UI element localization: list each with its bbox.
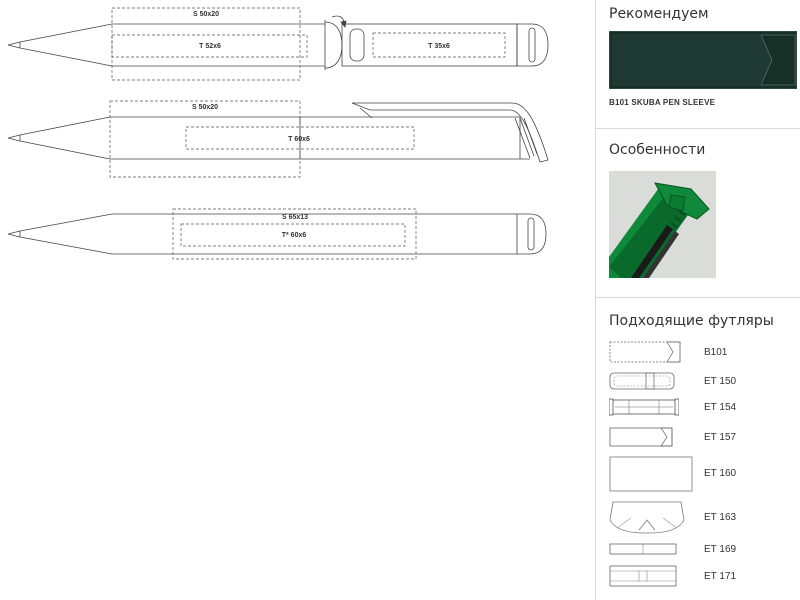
case-item[interactable]: [609, 565, 799, 589]
case-item[interactable]: [609, 427, 799, 449]
cases-title: Подходящие футляры: [609, 313, 774, 329]
label-t60x6: T 60x6: [288, 136, 310, 143]
features-title: Особенности: [609, 142, 706, 158]
case-label: ET 150: [704, 376, 737, 387]
case-item[interactable]: [609, 341, 799, 365]
case-label: ET 169: [704, 544, 737, 555]
case-label: ET 154: [704, 402, 737, 413]
case-et169-icon: [609, 543, 677, 555]
case-item[interactable]: [609, 398, 799, 418]
label-t60x6-star: T* 60x6: [281, 232, 307, 239]
label-s50x20: S 50x20: [192, 11, 220, 18]
case-label: ET 157: [704, 432, 737, 443]
case-et150-icon: [609, 372, 675, 390]
case-item[interactable]: [609, 456, 799, 494]
case-item[interactable]: [609, 500, 799, 538]
print-area-s50x20-2: [110, 101, 300, 177]
label-s50x20-2: S 50x20: [191, 104, 219, 111]
recommend-product-name[interactable]: B101 SKUBA PEN SLEEVE: [609, 98, 716, 107]
pen-2: [8, 101, 548, 177]
sidebar: [596, 0, 800, 600]
section-divider: [596, 128, 800, 129]
case-item[interactable]: [609, 543, 799, 557]
sleeve-product-image[interactable]: [609, 31, 797, 89]
recommend-title: Рекомендуем: [609, 6, 709, 22]
label-s65x13: S 65x13: [281, 214, 309, 221]
feature-image[interactable]: [609, 171, 716, 278]
case-item[interactable]: [609, 372, 799, 392]
label-t52x6: T 52x6: [199, 43, 221, 50]
pen-3: [8, 209, 546, 259]
case-et163-icon: [609, 500, 685, 536]
case-b101-icon: [609, 341, 681, 363]
case-et154-icon: [609, 398, 679, 416]
case-label: ET 160: [704, 468, 737, 479]
case-label: ET 171: [704, 571, 737, 582]
label-t35x6: T 35x6: [428, 43, 450, 50]
case-et160-icon: [609, 456, 693, 492]
case-et171-icon: [609, 565, 677, 587]
section-divider-2: [596, 297, 800, 298]
case-label: ET 163: [704, 512, 737, 523]
case-label: B101: [704, 347, 728, 358]
pen-1: [8, 8, 548, 80]
case-et157-icon: [609, 427, 673, 447]
